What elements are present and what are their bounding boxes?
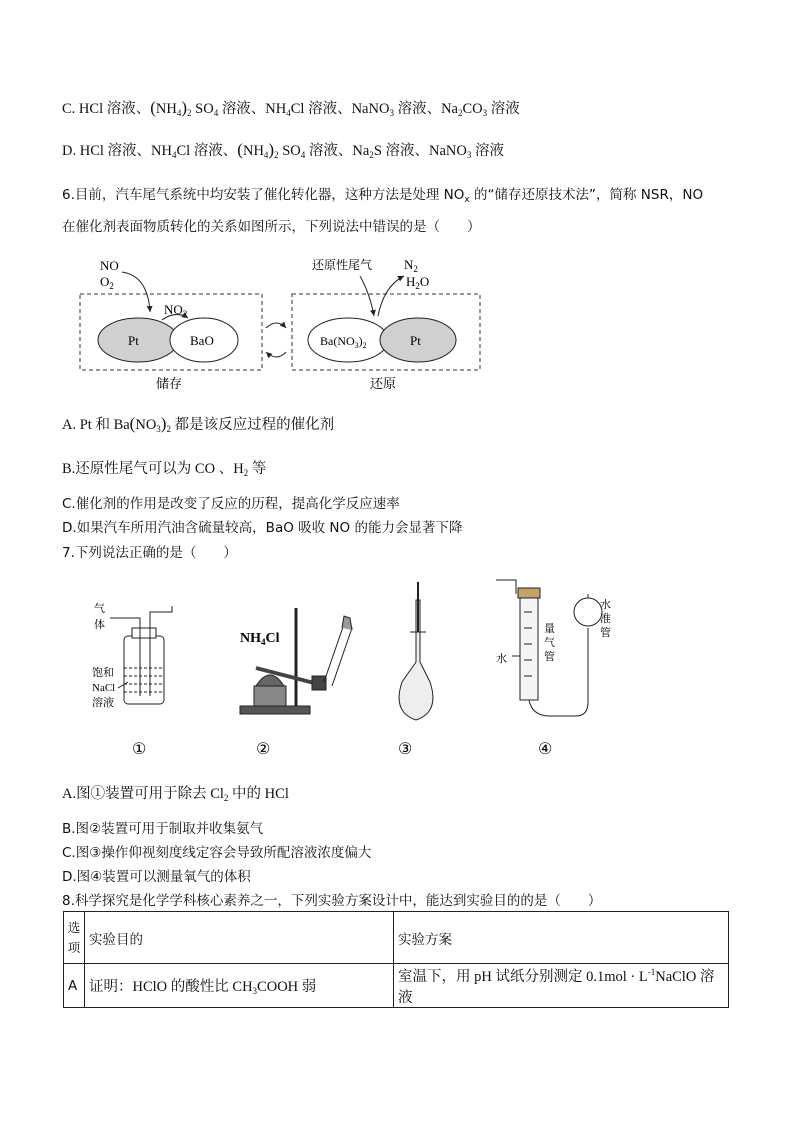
level-tube-label-3: 管: [600, 626, 611, 639]
nh4cl-label: $NH_4Cl$: [240, 631, 280, 647]
q5-option-c: C. HCl 溶液、$(NH_4)_2$ $SO_4$ 溶液、$NH_4Cl$ 溶液、NaNO$_3$ 溶液、$Na_2CO_3$ 溶液: [62, 98, 520, 118]
header-plan: 实验方案: [394, 912, 729, 964]
no-label: NO: [100, 258, 119, 273]
burette-label-3: 管: [544, 650, 555, 663]
solution-label: 溶液: [92, 696, 114, 709]
level-tube-label-2: 准: [600, 612, 611, 625]
q7-option-a: A.图①装置可用于除去 $Cl_2$ 中的 HCl: [62, 786, 289, 803]
q7-stem: 7.下列说法正确的是（ ）: [62, 545, 237, 561]
reduction-caption: 还原: [370, 377, 397, 392]
gas-label-1: 气: [94, 602, 105, 615]
figure-label-2: ②: [256, 741, 271, 758]
q5-option-d: D. HCl 溶液、$NH_4Cl$ 溶液、$(NH_4)_2$ $SO_4$ 溶液、$Na_2S$ 溶液、NaNO$_3$ 溶液: [62, 140, 504, 160]
burette-label-1: 量: [544, 622, 555, 635]
header-option: 选项: [64, 912, 85, 964]
q6-stem-line2: 在催化剂表面物质转化的关系如图所示，下列说法中错误的是（ ）: [62, 219, 481, 235]
table-row: [64, 964, 729, 1008]
h2o-label: $H_2O$: [406, 274, 430, 291]
q6-option-d: D.如果汽车所用汽油含硫量较高，BaO 吸收 NO 的能力会显著下降: [62, 520, 463, 536]
q6-stem-line1: 6.目前，汽车尾气系统中均安装了催化转化器，这种方法是处理 $NO_x$ 的“储存还原技术法”，简称 NSR，NO: [62, 187, 704, 205]
cell-plan: 室温下，用 pH 试纸分别测定 $0.1mol \cdot L^{-1}NaClO$ 溶液: [394, 964, 729, 1008]
q8-table: [63, 911, 729, 1008]
nacl-label: NaCl: [92, 682, 116, 694]
volumetric-flask: [399, 582, 433, 720]
storage-caption: 储存: [156, 377, 183, 392]
burette-label-2: 气: [544, 636, 555, 649]
pt-label-reduction: Pt: [410, 333, 421, 348]
q7-apparatus-figures: [80, 572, 640, 762]
bao-label: BaO: [190, 333, 214, 348]
q6-nsr-diagram: [70, 254, 490, 394]
saturated-label: 饱和: [92, 666, 114, 679]
o2-label: $O_2$: [100, 274, 114, 291]
pt-label-storage: Pt: [128, 333, 139, 348]
q7-option-d: D.图④装置可以测量氧气的体积: [62, 869, 251, 885]
cell-option: A: [64, 964, 85, 1008]
gas-label-2: 体: [94, 618, 105, 631]
figure-label-3: ③: [398, 741, 413, 758]
figure-label-4: ④: [538, 741, 553, 758]
q6-option-a: A. Pt 和 $Ba(NO_3)_2$ 都是该反应过程的催化剂: [62, 414, 335, 434]
no2-label: $NO_2$: [164, 302, 188, 319]
gas-washing-bottle: [110, 606, 172, 704]
q7-option-b: B.图②装置可用于制取并收集氨气: [62, 821, 264, 837]
water-label-left: 水: [496, 652, 507, 665]
header-goal: 实验目的: [85, 912, 394, 964]
ammonia-heating-setup: [240, 608, 352, 714]
q6-option-c: C.催化剂的作用是改变了反应的历程，提高化学反应速率: [62, 496, 400, 512]
figure-label-1: ①: [132, 741, 147, 758]
cell-goal: 证明：HClO 的酸性比 $CH_3COOH$ 弱: [85, 964, 394, 1008]
bano3-label: $Ba(NO_3)_2$: [320, 334, 367, 350]
q6-option-b: B.还原性尾气可以为 CO 、$H_2$ 等: [62, 461, 267, 478]
q7-option-c: C.图③操作仰视刻度线定容会导致所配溶液浓度偏大: [62, 845, 372, 861]
level-tube-label-1: 水: [600, 598, 611, 611]
q8-stem: 8.科学探究是化学学科核心素养之一，下列实验方案设计中，能达到实验目的的是（ ）: [62, 893, 602, 909]
n2-label: $N_2$: [404, 257, 418, 274]
reducing-gas-label: 还原性尾气: [312, 258, 373, 272]
